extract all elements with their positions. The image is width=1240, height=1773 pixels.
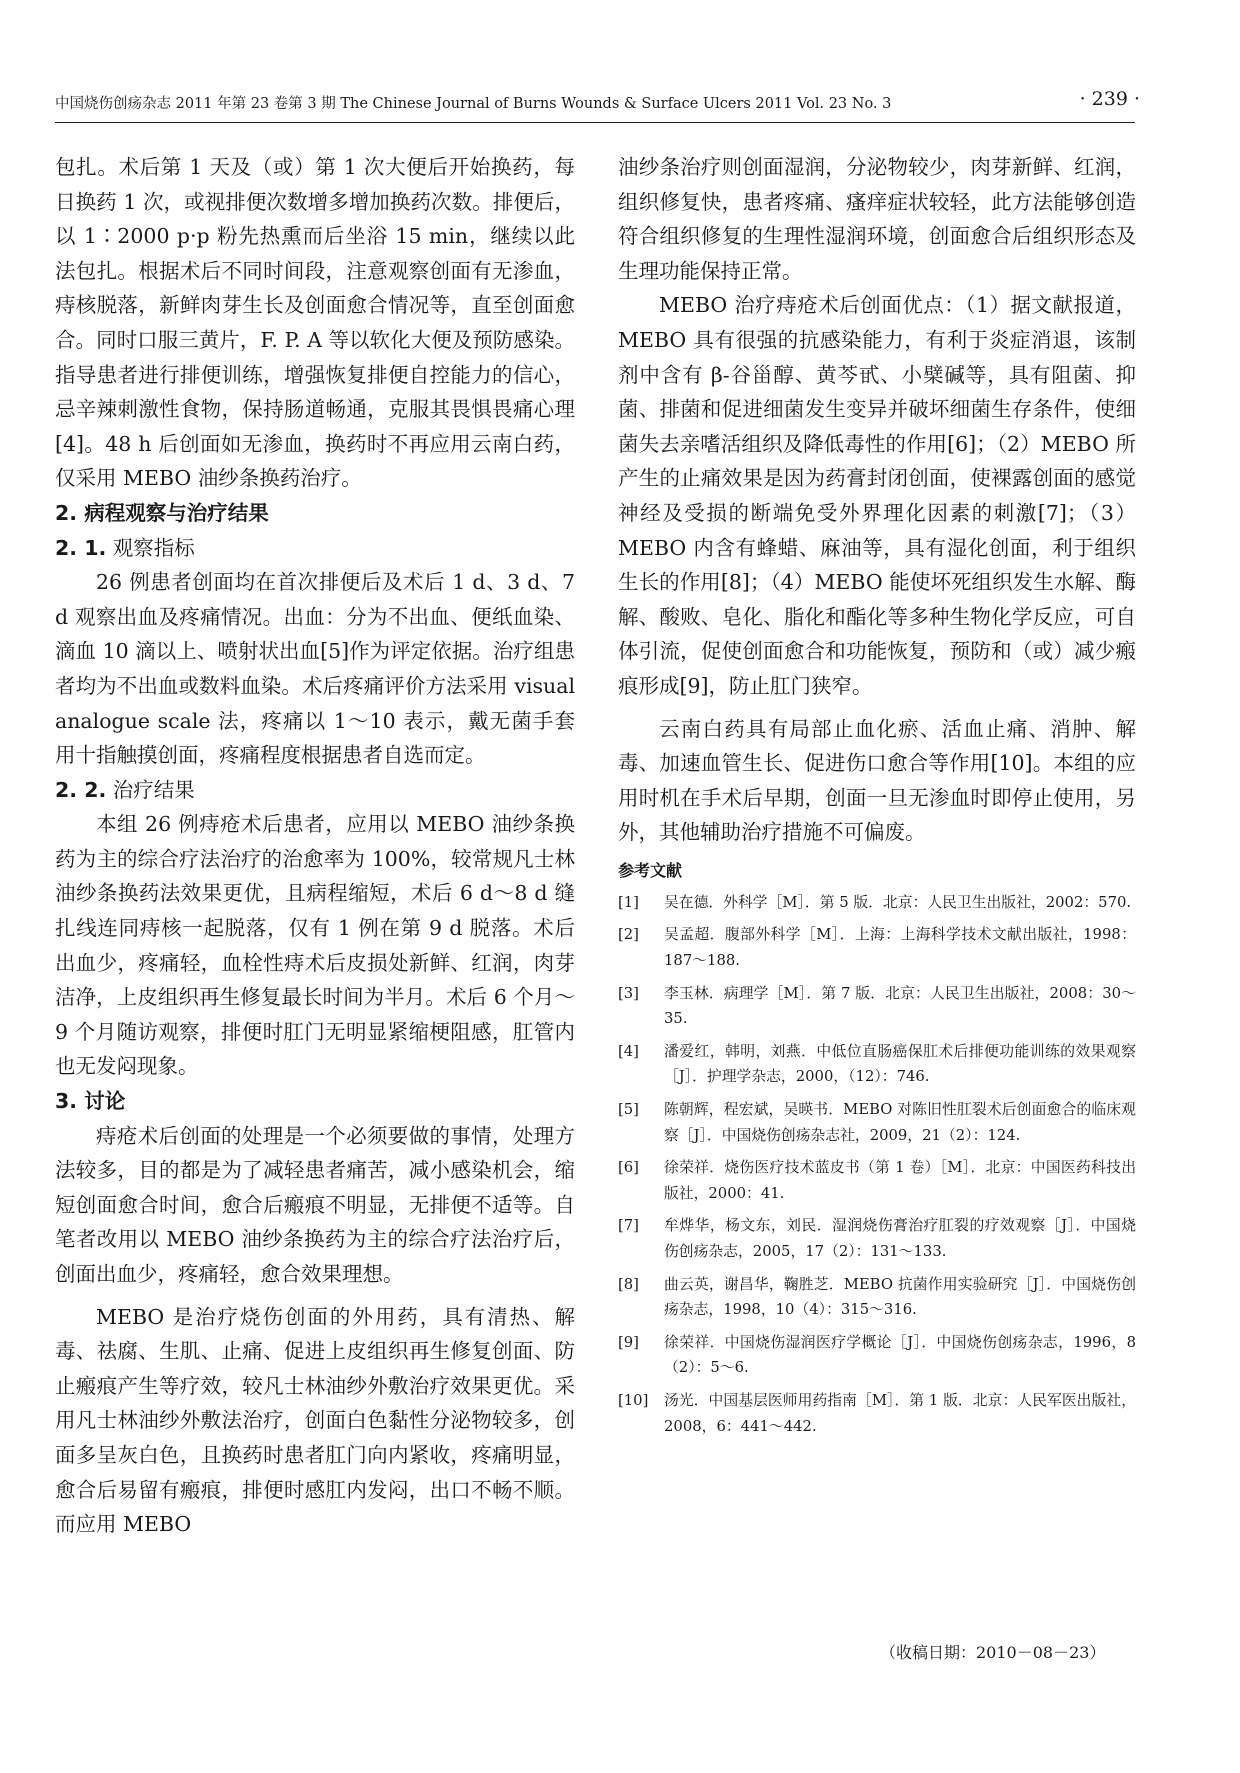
reference-text: 李玉林．病理学［M］．第 7 版．北京：人民卫生出版社，2008：30～35. <box>664 984 1136 1028</box>
paragraph-results: 本组 26 例痔疮术后患者，应用以 MEBO 油纱条换药为主的综合疗法治疗的治愈率为 100%，较常规凡士林油纱条换药法效果更优，且病程缩短，术后 6 d～8 d 缝扎线连同痔核一起脱落，仅有 1 例在第 9 d 脱落。术后出血少，疼痛轻，血栓性痔术后皮损处新鲜、红润，肉芽洁净，上皮组织再生修复最长时间为半月。术后 6 个月～9 个月随访观察，排便时肛门无明显紧缩梗阻感，肛管内也无发闷现象。 <box>55 812 575 1079</box>
references-title: 参考文献 <box>618 860 683 880</box>
section-heading-3: 3. 讨论 <box>55 1089 126 1114</box>
paragraph-discussion-2: MEBO 是治疗烧伤创面的外用药，具有清热、解毒、祛腐、生肌、止痛、促进上皮组织再生修复创面、防止瘢痕产生等疗效，较凡士林油纱外敷治疗效果更优。采用凡士林油纱外敷法治疗，创面白色黏性分泌物较多，创面多呈灰白色，且换药时患者肛门向内紧收，疼痛明显，愈合后易留有瘢痕，排便时感肛内发闷，出口不畅不顺。而应用 MEBO <box>55 1304 575 1537</box>
page-number: · 239 · <box>1079 88 1140 110</box>
reference-item <box>618 1155 1136 1206</box>
reference-number: [5] <box>618 1101 639 1119</box>
reference-list <box>618 890 1136 1439</box>
header-rule <box>55 122 1135 123</box>
reference-item <box>618 1213 1136 1264</box>
subsection-heading-2-2 <box>55 773 575 808</box>
reference-number: [4] <box>618 1042 639 1060</box>
reference-item <box>618 1097 1136 1148</box>
reference-text: 牟烨华，杨文东，刘民．湿润烧伤膏治疗肛裂的疗效观察［J］．中国烧伤创疡杂志，2005，17（2）：131～133. <box>664 1217 1136 1260</box>
reference-text: 徐荣祥．烧伤医疗技术蓝皮书（第 1 卷）［M］．北京：中国医药科技出版社，2000：41. <box>664 1159 1136 1202</box>
subsection-title: 观察指标 <box>106 535 195 560</box>
running-header <box>55 88 1140 122</box>
journal-citation: 中国烧伤创疡杂志 2011 年第 23 卷第 3 期 The Chinese Journal of Burns Wounds & Surface Ulcers 2011 Vol. 23 No. 3 <box>55 96 892 112</box>
reference-item <box>618 981 1136 1032</box>
reference-text: 潘爱红，韩明，刘燕．中低位直肠癌保肛术后排便功能训练的效果观察［J］．护理学杂志，2000，（12）：746. <box>664 1042 1136 1086</box>
subsection-heading-2-1 <box>55 531 575 566</box>
subsection-number: 2. 1. <box>55 535 107 560</box>
reference-number: [10] <box>618 1391 649 1409</box>
reference-item <box>618 1039 1136 1090</box>
paragraph-postoperative-care: 包扎。术后第 1 天及（或）第 1 次大便后开始换药，每日换药 1 次，或视排便次数增多增加换药次数。排便后，以 1∶2000 p·p 粉先热熏而后坐浴 15 min，继续以此法包扎。根据术后不同时间段，注意观察创面有无渗血，痔核脱落，新鲜肉芽生长及创面愈合情况等，直至创面愈合。同时口服三黄片，F. P. A 等以软化大便及预防感染。指导患者进行排便训练，增强恢复排便自控能力的信心，忌辛辣刺激性食物，保持肠道畅通，克服其畏惧畏痛心理[4]。48 h 后创面如无渗血，换药时不再应用云南白药，仅采用 MEBO 油纱条换药治疗。 <box>55 155 575 491</box>
reference-text: 吴在德．外科学［M］．第 5 版．北京：人民卫生出版社，2002：570. <box>664 893 1132 911</box>
right-column <box>618 150 1136 1446</box>
reference-number: [3] <box>618 984 639 1002</box>
reference-number: [6] <box>618 1159 639 1177</box>
reference-text: 徐荣祥．中国烧伤湿润医疗学概论［J］．中国烧伤创疡杂志，1996，8（2）：5～6. <box>664 1333 1136 1377</box>
reference-item <box>618 890 1136 916</box>
reference-number: [8] <box>618 1275 639 1293</box>
subsection-title: 治疗结果 <box>106 777 195 802</box>
reference-text: 吴孟超．腹部外科学［M］．上海：上海科学技术文献出版社，1998：187～188. <box>664 926 1136 970</box>
paragraph-discussion-1: 痔疮术后创面的处理是一个必须要做的事情，处理方法较多，目的都是为了减轻患者痛苦，减小感染机会，缩短创面愈合时间，愈合后瘢痕不明显，无排便不适等。自笔者改用以 MEBO 油纱条换药为主的综合疗法治疗后，创面出血少，疼痛轻，愈合效果理想。 <box>55 1123 575 1286</box>
reference-text: 陈朝辉，程宏斌，吴暎书．MEBO 对陈旧性肛裂术后创面愈合的临床观察［J］．中国烧伤创疡杂志社，2009，21（2）：124. <box>664 1101 1136 1144</box>
paragraph-observation: 26 例患者创面均在首次排便后及术后 1 d、3 d、7 d 观察出血及疼痛情况。出血：分为不出血、便纸血染、滴血 10 滴以上、喷射状出血[5]作为评定依据。治疗组患者均为不出血或数料血染。术后疼痛评价方法采用 visual analogue scale 法，疼痛以 1～10 表示，戴无菌手套用十指触摸创面，疼痛程度根据患者自选而定。 <box>55 570 575 768</box>
reference-text: 曲云英，谢昌华，鞠胜芝．MEBO 抗菌作用实验研究［J］．中国烧伤创疡杂志，1998，10（4）：315～316. <box>664 1275 1136 1319</box>
paragraph-continued: 油纱条治疗则创面湿润，分泌物较少，肉芽新鲜、红润，组织修复快，患者疼痛、瘙痒症状较轻，此方法能够创造符合组织修复的生理性湿润环境，创面愈合后组织形态及生理功能保持正常。 <box>618 155 1136 283</box>
left-column <box>55 150 575 1542</box>
reference-number: [1] <box>618 893 639 911</box>
paragraph-yunnan-baiyao: 云南白药具有局部止血化瘀、活血止痛、消肿、解毒、加速血管生长、促进伤口愈合等作用[10]。本组的应用时机在手术后早期，创面一旦无渗血时即停止使用，另外，其他辅助治疗措施不可偏废。 <box>618 716 1136 845</box>
reference-item <box>618 1272 1136 1323</box>
reference-text: 汤光．中国基层医师用药指南［M］．第 1 版．北京：人民军医出版社，2008，6：441～442. <box>664 1391 1136 1435</box>
reference-number: [2] <box>618 926 639 944</box>
paragraph-mebo-advantages: MEBO 治疗痔疮术后创面优点：（1）据文献报道，MEBO 具有很强的抗感染能力，有利于炎症消退，该制剂中含有 β-谷甾醇、黄芩甙、小檗碱等，具有阻菌、抑菌、排菌和促进细菌发生变异并破坏细菌生存条件，使细菌失去亲嗜活组织及降低毒性的作用[6]；（2）MEBO 所产生的止痛效果是因为药膏封闭创面，使裸露创面的感觉神经及受损的断端免受外界理化因素的刺激[7]；（3）MEBO 内含有蜂蜡、麻油等，具有湿化创面，利于组织生长的作用[8]；（4）MEBO 能使坏死组织发生水解、酶解、酸败、皂化、脂化和酯化等多种生物化学反应，可自体引流，促使创面愈合和功能恢复，预防和（或）减少瘢痕形成[9]，防止肛门狭窄。 <box>618 293 1136 698</box>
reference-item <box>618 1388 1136 1439</box>
reference-item <box>618 922 1136 973</box>
reference-item <box>618 1330 1136 1381</box>
subsection-number: 2. 2. <box>55 777 107 802</box>
reference-number: [9] <box>618 1333 639 1351</box>
reference-number: [7] <box>618 1217 639 1235</box>
section-heading-2: 2. 病程观察与治疗结果 <box>55 500 269 525</box>
received-date: （收稿日期：2010－08－23） <box>880 1643 1106 1662</box>
